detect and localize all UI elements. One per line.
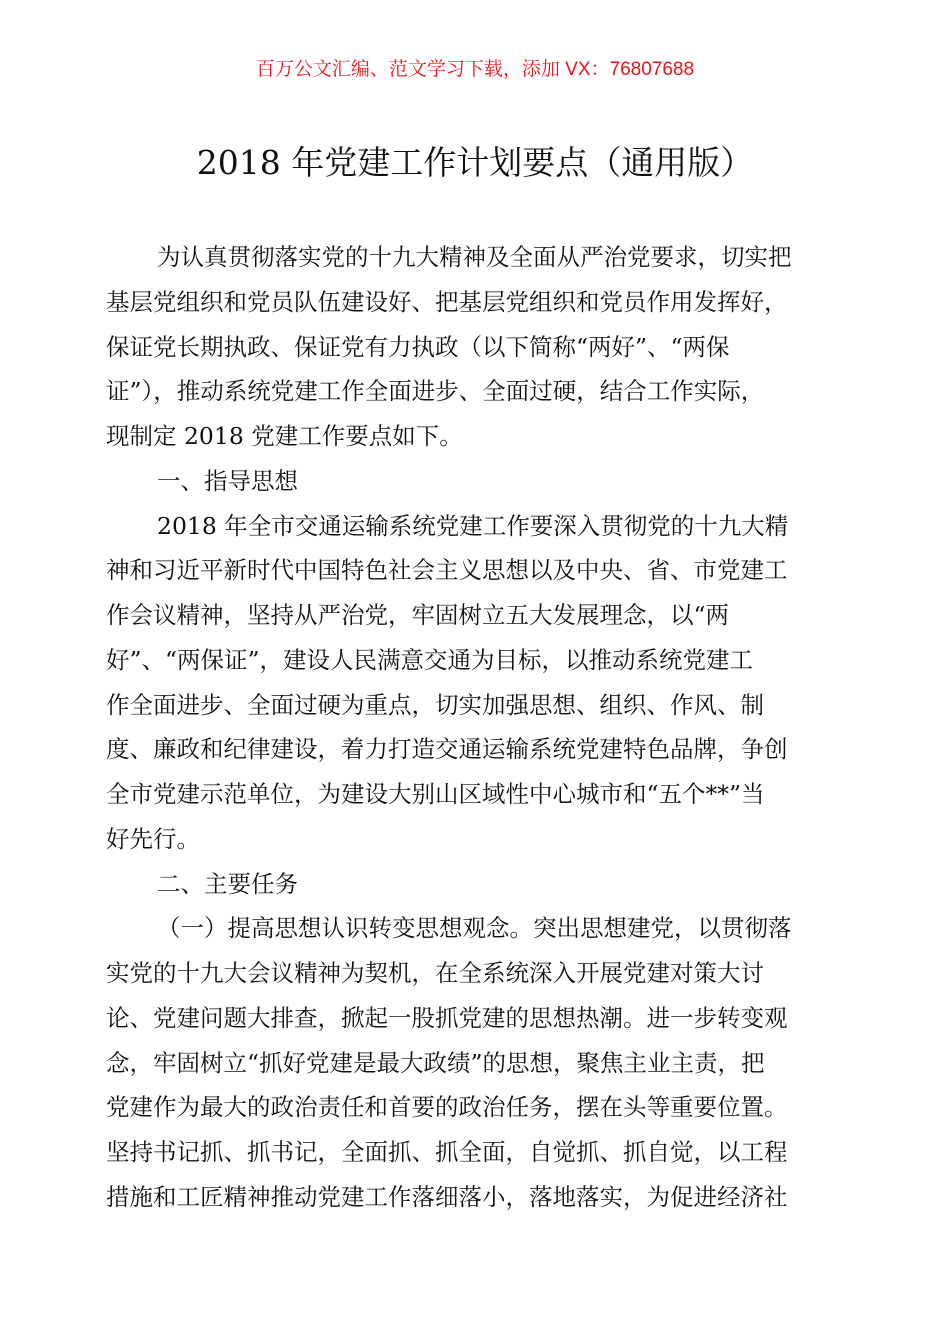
watermark-header: 百万公文汇编、范文学习下载，添加 VX：76807688 [255,59,695,80]
text-line: （一）提高思想认识转变思想观念。突出思想建党，以贯彻落 [157,914,792,943]
text-line: 实党的十九大会议精神为契机，在全系统深入开展党建对策大讨 [106,959,764,987]
text-line: 作全面进步、全面过硬为重点，切实加强思想、组织、作风、制 [106,690,764,719]
text-line: 证”），推动系统党建工作全面进步、全面过硬，结合工作实际， [106,377,765,406]
text-line: 保证党长期执政、保证党有力执政（以下简称“两好”、“两保 [106,332,730,361]
text-line: 念，牢固树立“抓好党建是最大政绩”的思想，聚焦主业主责，把 [106,1048,765,1077]
text-line: 一、指导思想 [157,466,298,495]
text-line: 论、党建问题大排查，掀起一股抓党建的思想热潮。进一步转变观 [106,1003,788,1032]
text-line: 2018 年全市交通运输系统党建工作要深入贯彻党的十九大精 [157,511,789,540]
text-line: 坚持书记抓、抓书记，全面抓、抓全面，自觉抓、抓自觉，以工程 [106,1138,788,1166]
text-line: 基层党组织和党员队伍建设好、把基层党组织和党员作用发挥好， [106,287,788,316]
text-line: 作会议精神，坚持从严治党，牢固树立五大发展理念，以“两 [106,601,730,629]
text-line: 现制定 2018 党建工作要点如下。 [106,422,463,450]
text-line: 好先行。 [106,824,200,853]
text-line: 度、廉政和纪律建设，着力打造交通运输系统党建特色品牌，争创 [106,735,788,764]
text-line: 措施和工匠精神推动党建工作落细落小，落地落实，为促进经济社 [106,1182,788,1211]
text-line: 神和习近平新时代中国特色社会主义思想以及中央、省、市党建工 [106,556,788,585]
text-line: 为认真贯彻落实党的十九大精神及全面从严治党要求，切实把 [157,243,792,271]
text-line: 二、主要任务 [157,869,298,898]
text-line: 党建作为最大的政治责任和首要的政治任务，摆在头等重要位置。 [106,1093,788,1122]
text-line: 全市党建示范单位，为建设大别山区域性中心城市和“五个**”当 [106,780,765,808]
document-title: 2018 年党建工作计划要点（通用版） [196,143,754,182]
text-line: 好”、“两保证”，建设人民满意交通为目标，以推动系统党建工 [106,645,754,674]
document-body [106,235,851,1220]
